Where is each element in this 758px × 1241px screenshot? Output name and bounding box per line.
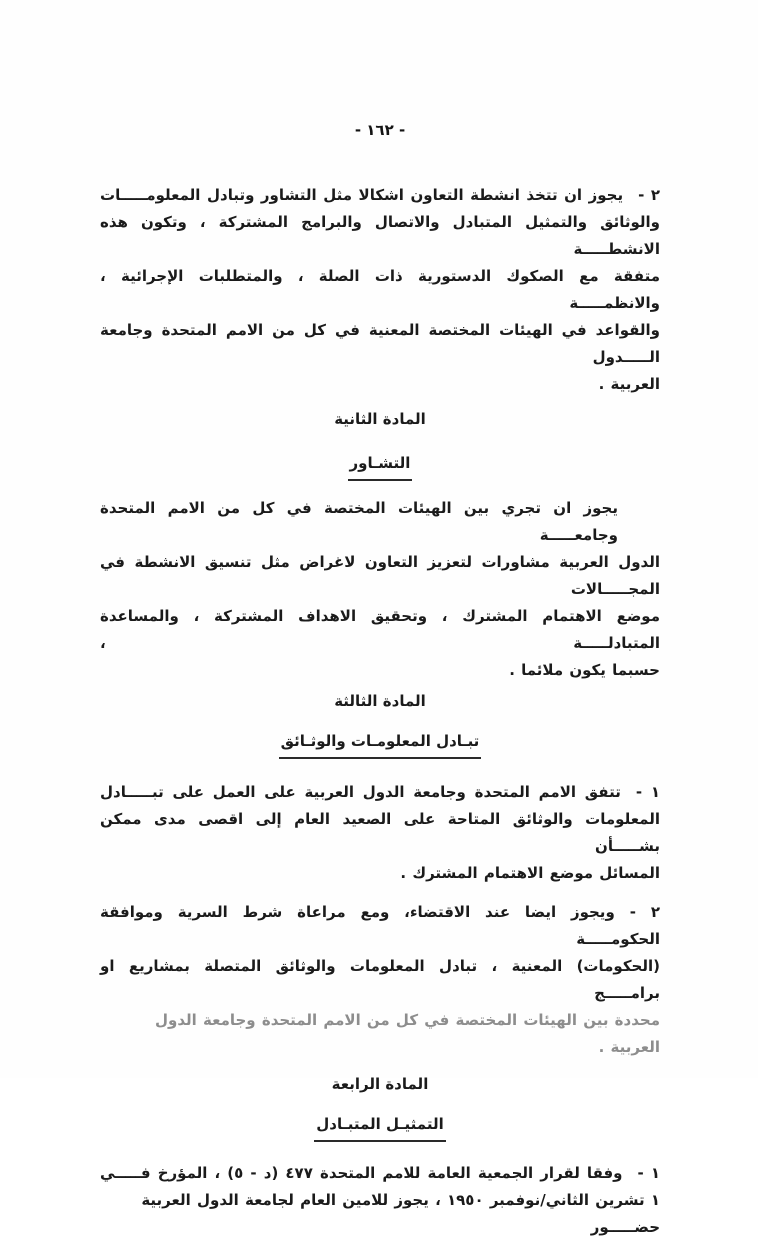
article-4-heading-text: المادة الرابعة xyxy=(331,1075,429,1093)
exchange-heading xyxy=(100,730,660,759)
text-line: متفقة مع الصكوك الدستورية ذات الصلة ، والمتطلبات الإجرائية ، والانظمـــــة xyxy=(100,267,660,312)
page-number: - ١٦٢ - xyxy=(354,121,406,139)
paragraph-representation xyxy=(100,1160,660,1241)
representation-heading-text: التمثيـل المتبـادل xyxy=(314,1113,446,1142)
representation-heading xyxy=(100,1113,660,1142)
paragraph-exchange-1 xyxy=(100,779,660,887)
text-line: ٢ - يجوز ان تتخذ انشطة التعاون اشكالا مثل التشاور وتبادل المعلومـــــات xyxy=(100,186,660,204)
paragraph-cooperation-forms xyxy=(100,182,660,398)
text-line: والوثائق والتمثيل المتبادل والاتصال والبرامج المشتركة ، وتكون هذه الانشطـــــة xyxy=(100,213,660,258)
text-line: (الحكومات) المعنية ، تبادل المعلومات والوثائق المتصلة بمشاريع او برامـــــج xyxy=(100,957,660,1002)
article-3-heading-text: المادة الثالثة xyxy=(334,692,426,710)
text-line: المسائل موضع الاهتمام المشترك . xyxy=(400,864,660,882)
article-2-heading-text: المادة الثانية xyxy=(334,410,426,428)
paragraph-exchange-2 xyxy=(100,899,660,1061)
text-line: يجوز ان تجري بين الهيئات المختصة في كل من الامم المتحدة وجامعـــــة xyxy=(100,499,618,544)
consultation-heading-text: التشـاور xyxy=(348,452,413,481)
text-line: الدول العربية مشاورات لتعزيز التعاون لاغراض مثل تنسيق الانشطة في المجـــــالات xyxy=(100,553,660,598)
text-line: ٢ - ويجوز ايضا عند الاقتضاء، ومع مراعاة شرط السرية وموافقة الحكومـــــة xyxy=(100,903,660,948)
text-line: موضع الاهتمام المشترك ، وتحقيق الاهداف المشتركة ، والمساعدة المتبادلـــــة ، xyxy=(100,607,660,652)
text-line: حسبما يكون ملائما . xyxy=(509,661,660,679)
exchange-heading-text: تبـادل المعلومـات والوثـائق xyxy=(279,730,482,759)
article-4-heading xyxy=(100,1073,660,1095)
text-line: ١ - تتفق الامم المتحدة وجامعة الدول العربية على العمل على تبـــــادل xyxy=(100,783,660,801)
paragraph-consultation xyxy=(100,495,660,684)
text-line-faded: محددة بين الهيئات المختصة في كل من الامم المتحدة وجامعة الدول العربية . xyxy=(155,1011,660,1056)
text-line: ١ - وفقا لقرار الجمعية العامة للامم المتحدة ٤٧٧ (د - ٥) ، المؤرخ فـــــي xyxy=(100,1164,660,1182)
text-line: المعلومات والوثائق المتاحة على الصعيد العام إلى اقصى مدى ممكن بشـــــأن xyxy=(100,810,660,855)
article-2-heading xyxy=(100,408,660,430)
text-line: ١ تشرين الثاني/نوفمبر ١٩٥٠ ، يجوز للامين العام لجامعة الدول العربية حضـــــور xyxy=(141,1191,660,1236)
consultation-heading xyxy=(100,452,660,481)
text-line: والقواعد في الهيئات المختصة المعنية في كل من الامم المتحدة وجامعة الـــــدول xyxy=(100,321,660,366)
article-3-heading xyxy=(100,690,660,712)
text-line: العربية . xyxy=(598,375,660,393)
